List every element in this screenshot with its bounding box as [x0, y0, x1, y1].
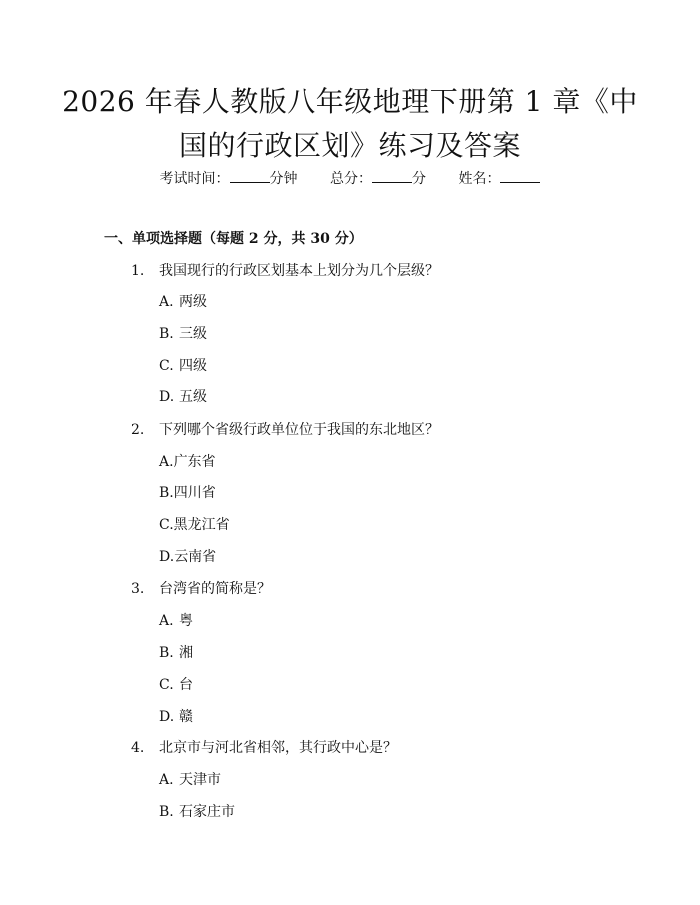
option-label: A. — [159, 454, 174, 470]
option-text: 四川省 — [173, 485, 216, 501]
option-label: B. — [159, 326, 174, 342]
option-label: B. — [159, 485, 174, 501]
section-title: 一、单项选择题（每题 2 分，共 30 分） — [104, 231, 363, 247]
question-number: 3. — [131, 581, 145, 597]
exam-time-label: 考试时间： — [159, 171, 230, 187]
option-text: 天津市 — [179, 772, 221, 788]
student-name-blank — [500, 168, 540, 183]
option-text: 五级 — [179, 389, 207, 405]
exam-time-field — [160, 171, 298, 187]
exam-info — [0, 168, 700, 189]
exam-time-blank — [230, 168, 270, 183]
option-label: C. — [159, 677, 174, 693]
option-text: 湘 — [179, 645, 193, 661]
total-score-label: 总分： — [330, 171, 372, 187]
option-label: A. — [159, 294, 174, 310]
question-text: 北京市与河北省相邻，其行政中心是？ — [159, 740, 397, 756]
question-text: 下列哪个省级行政单位位于我国的东北地区？ — [159, 422, 439, 438]
option-text: 三级 — [179, 326, 207, 342]
option-label: C. — [159, 358, 174, 374]
question-number: 1. — [131, 263, 145, 279]
document-title-line-1: 2026 年春人教版八年级地理下册第 1 章《中 — [62, 85, 638, 118]
student-name-label: 姓名： — [458, 171, 501, 187]
option-text: 云南省 — [174, 549, 217, 565]
option-label: D. — [159, 389, 175, 405]
option-label: B. — [159, 645, 174, 661]
option-text: 赣 — [179, 709, 193, 725]
option-label: C. — [159, 517, 174, 533]
document-title-line-2: 国的行政区划》练习及答案 — [178, 129, 521, 162]
option-text: 粤 — [179, 613, 193, 629]
option-label: D. — [159, 709, 175, 725]
option-label: A. — [159, 613, 174, 629]
option-text: 广东省 — [173, 454, 216, 470]
option-text: 四级 — [179, 358, 207, 374]
question-text: 台湾省的简称是？ — [159, 581, 271, 597]
total-score-unit: 分 — [412, 171, 426, 187]
student-name-field — [458, 171, 540, 187]
total-score-field — [330, 171, 426, 187]
exam-time-unit: 分钟 — [269, 171, 298, 187]
option-label: D. — [159, 549, 175, 565]
option-text: 台 — [179, 677, 193, 693]
option-text: 黑龙江省 — [173, 517, 230, 533]
total-score-blank — [372, 168, 412, 183]
option-text: 两级 — [179, 294, 207, 310]
question-number: 4. — [131, 740, 145, 756]
option-text: 石家庄市 — [179, 804, 235, 820]
option-label: A. — [159, 772, 174, 788]
option-label: B. — [159, 804, 174, 820]
question-number: 2. — [131, 422, 145, 438]
question-text: 我国现行的行政区划基本上划分为几个层级？ — [159, 263, 439, 279]
